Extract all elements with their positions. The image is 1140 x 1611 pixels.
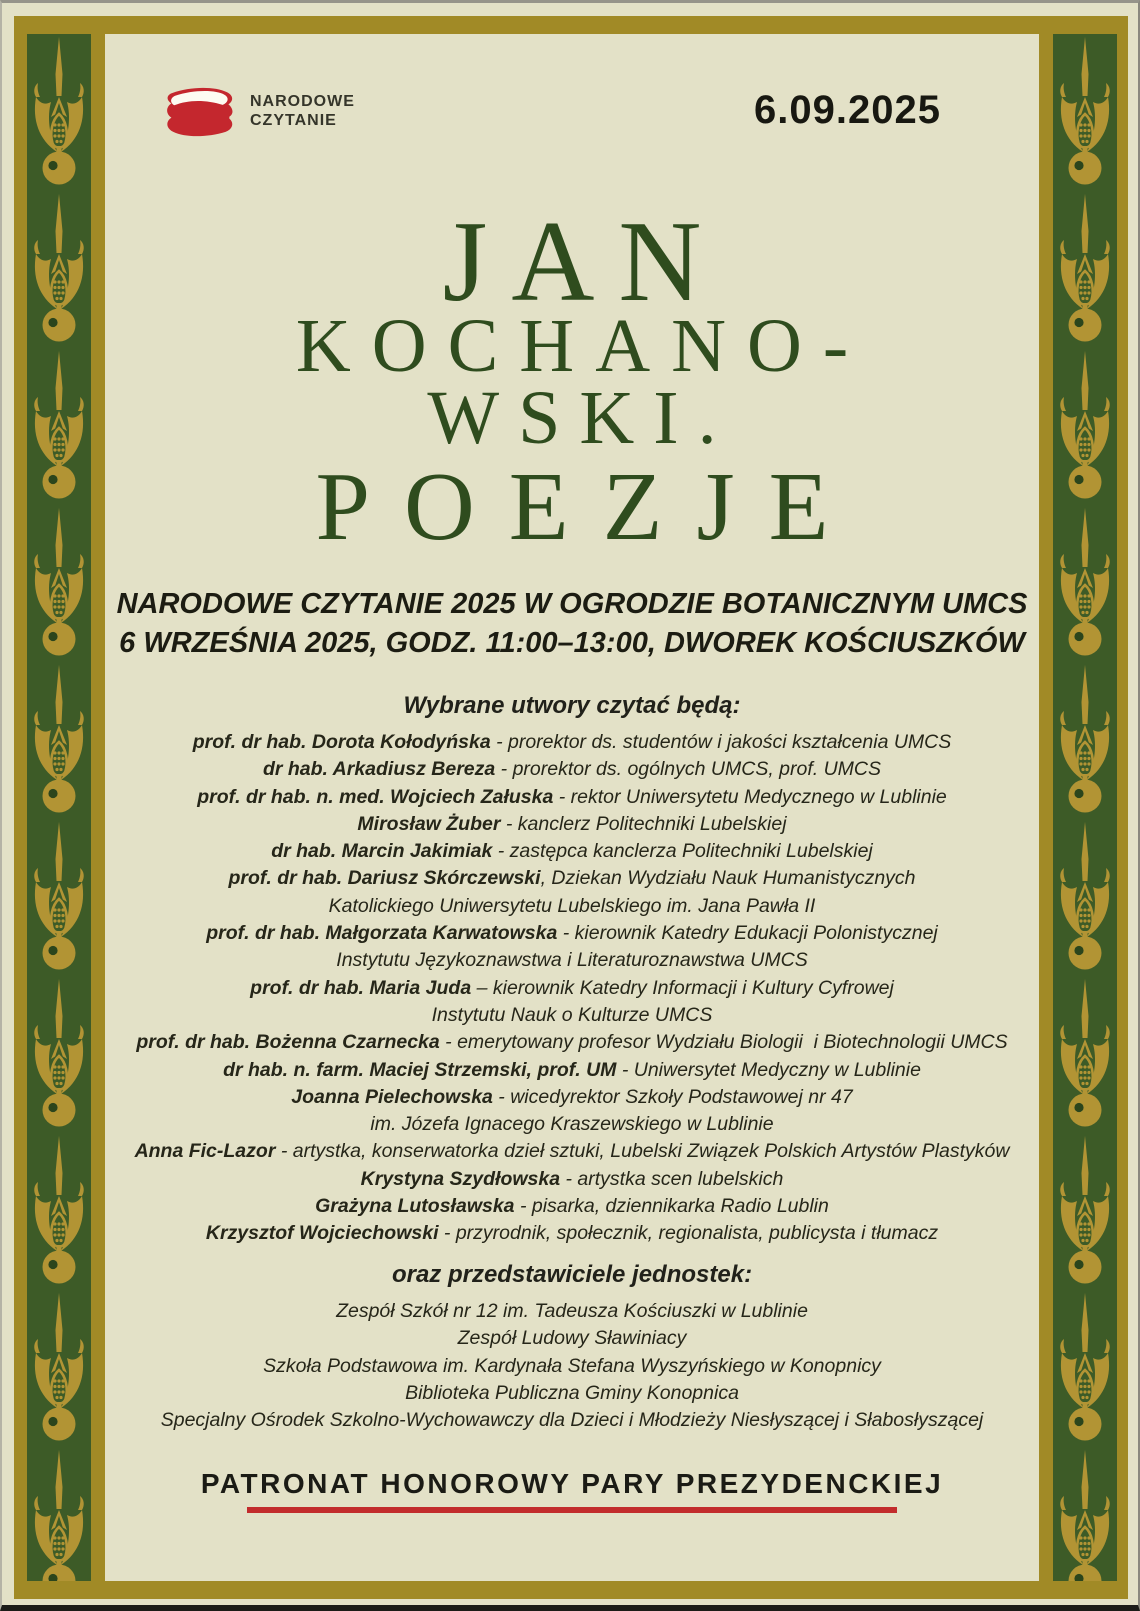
readers-list bbox=[105, 729, 1039, 1248]
subtitle-line-2: 6 WRZEŚNIA 2025, GODZ. 11:00–13:00, DWOREK KOŚCIUSZKÓW bbox=[119, 627, 1025, 659]
reader-name: prof. dr hab. n. med. Wojciech Załuska bbox=[197, 785, 554, 808]
logo-line2: CZYTANIE bbox=[250, 112, 337, 129]
unit-entry: Biblioteka Publiczna Gminy Konopnica bbox=[405, 1381, 739, 1404]
reader-entry bbox=[105, 865, 1039, 892]
reader-description: - rektor Uniwersytetu Medycznego w Lublinie bbox=[553, 785, 947, 808]
reader-description: - pisarka, dziennikarka Radio Lublin bbox=[514, 1195, 829, 1218]
event-date: 6.09.2025 bbox=[754, 88, 941, 132]
reader-description: - przyrodnik, społecznik, regionalista, publicysta i tłumacz bbox=[438, 1222, 939, 1245]
reader-entry bbox=[105, 1084, 1039, 1111]
reader-name: dr hab. Marcin Jakimiak bbox=[271, 840, 493, 863]
reader-entry bbox=[105, 975, 1039, 1002]
units-list bbox=[105, 1298, 1039, 1434]
red-underline bbox=[247, 1507, 897, 1513]
reader-name: Krystyna Szydłowska bbox=[360, 1167, 561, 1190]
unit-entry: Specjalny Ośrodek Szkolno-Wychowawczy dla Dzieci i Młodzieży Niesłyszącej i Słabosłyszącej bbox=[160, 1409, 984, 1432]
reader-name: Krzysztof Wojciechowski bbox=[205, 1222, 439, 1245]
tulip-ornament-icon bbox=[27, 34, 91, 1581]
reader-entry bbox=[105, 838, 1039, 865]
event-subtitle bbox=[105, 585, 1039, 663]
title-line-4: POEZJE bbox=[315, 453, 863, 561]
subtitle-line-1: NARODOWE CZYTANIE 2025 W OGRODZIE BOTANICZNYM UMCS bbox=[116, 588, 1028, 620]
reader-description: - emerytowany profesor Wydziału Biologii i Biotechnologii UMCS bbox=[439, 1031, 1008, 1054]
tulip-ornament-icon bbox=[1053, 34, 1117, 1581]
reader-description: - kierownik Katedry Edukacji Polonistycznej bbox=[557, 922, 938, 945]
reader-description: - Uniwersytet Medyczny w Lublinie bbox=[616, 1058, 921, 1081]
title-line-3: WSKI. bbox=[427, 376, 736, 460]
units-heading: oraz przedstawiciele jednostek: bbox=[391, 1261, 753, 1288]
unit-entry: Zespół Ludowy Sławiniacy bbox=[457, 1327, 687, 1350]
reader-name: prof. dr hab. Dorota Kołodyńska bbox=[192, 731, 491, 753]
ornament-border-left bbox=[27, 34, 91, 1581]
reader-description: - prorektor ds. ogólnych UMCS, prof. UMCS bbox=[495, 758, 882, 781]
reader-description: – kierownik Katedry Informacji i Kultury Cyfrowej bbox=[471, 976, 894, 999]
reader-entry bbox=[105, 756, 1039, 783]
reader-entry bbox=[105, 1193, 1039, 1220]
ornament-border-right bbox=[1053, 34, 1117, 1581]
reader-entry bbox=[105, 1220, 1039, 1247]
reader-description: - prorektor ds. studentów i jakości kształcenia UMCS bbox=[490, 731, 952, 753]
reader-name: prof. dr hab. Małgorzata Karwatowska bbox=[206, 922, 558, 945]
reader-name: prof. dr hab. Dariusz Skórczewski bbox=[228, 867, 541, 890]
reader-name: Joanna Pielechowska bbox=[291, 1085, 493, 1108]
reader-description: - kanclerz Politechniki Lubelskiej bbox=[500, 812, 787, 835]
reader-entry bbox=[105, 1029, 1039, 1056]
poster-body bbox=[105, 34, 1039, 1581]
unit-entry: Szkoła Podstawowa im. Kardynała Stefana Wyszyńskiego w Konopnicy bbox=[263, 1354, 881, 1377]
reader-name: prof. dr hab. Maria Juda bbox=[250, 976, 472, 999]
patronage-text: PATRONAT HONOROWY PARY PREZYDENCKIEJ bbox=[200, 1468, 944, 1499]
reader-entry bbox=[105, 784, 1039, 811]
reader-description: - zastępca kanclerza Politechniki Lubelskiej bbox=[492, 840, 873, 863]
reader-description-continued: Instytutu Nauk o Kulturze UMCS bbox=[431, 1003, 713, 1026]
reader-name: dr hab. n. farm. Maciej Strzemski, prof. UM bbox=[223, 1058, 617, 1081]
reader-entry bbox=[105, 1057, 1039, 1084]
reader-description: - wicedyrektor Szkoły Podstawowej nr 47 bbox=[492, 1085, 853, 1108]
reader-entry bbox=[105, 1138, 1039, 1165]
reader-description: - artystka scen lubelskich bbox=[560, 1167, 784, 1190]
readers-heading: Wybrane utwory czytać będą: bbox=[403, 692, 741, 719]
reader-name: prof. dr hab. Bożenna Czarnecka bbox=[136, 1031, 440, 1054]
reader-name: Mirosław Żuber bbox=[357, 812, 501, 835]
reader-name: Grażyna Lutosławska bbox=[315, 1195, 515, 1218]
title-line-1: JAN bbox=[442, 198, 726, 325]
logo-text bbox=[250, 92, 355, 130]
reader-entry bbox=[105, 811, 1039, 838]
logo-line1: NARODOWE bbox=[250, 93, 355, 110]
unit-entry: Zespół Szkół nr 12 im. Tadeusza Kościuszki w Lublinie bbox=[336, 1300, 808, 1322]
reader-description-continued: Instytutu Językoznawstwa i Literaturoznawstwa UMCS bbox=[336, 949, 808, 972]
reader-entry bbox=[105, 1166, 1039, 1193]
reader-entry bbox=[105, 920, 1039, 947]
reader-name: dr hab. Arkadiusz Bereza bbox=[262, 758, 496, 781]
reader-description: , Dziekan Wydziału Nauk Humanistycznych bbox=[540, 867, 916, 890]
reader-description-continued: Katolickiego Uniwersytetu Lubelskiego im. Jana Pawła II bbox=[328, 894, 816, 917]
reader-name: Anna Fic-Lazor bbox=[134, 1140, 276, 1163]
narodowe-czytanie-logo bbox=[160, 84, 355, 138]
title-line-2: KOCHANO- bbox=[295, 304, 870, 388]
book-icon bbox=[160, 84, 236, 138]
reader-entry bbox=[105, 729, 1039, 756]
reader-description-continued: im. Józefa Ignacego Kraszewskiego w Lublinie bbox=[370, 1113, 774, 1136]
reader-description: - artystka, konserwatorka dzieł sztuki, Lubelski Związek Polskich Artystów Plastyków bbox=[275, 1140, 1010, 1163]
